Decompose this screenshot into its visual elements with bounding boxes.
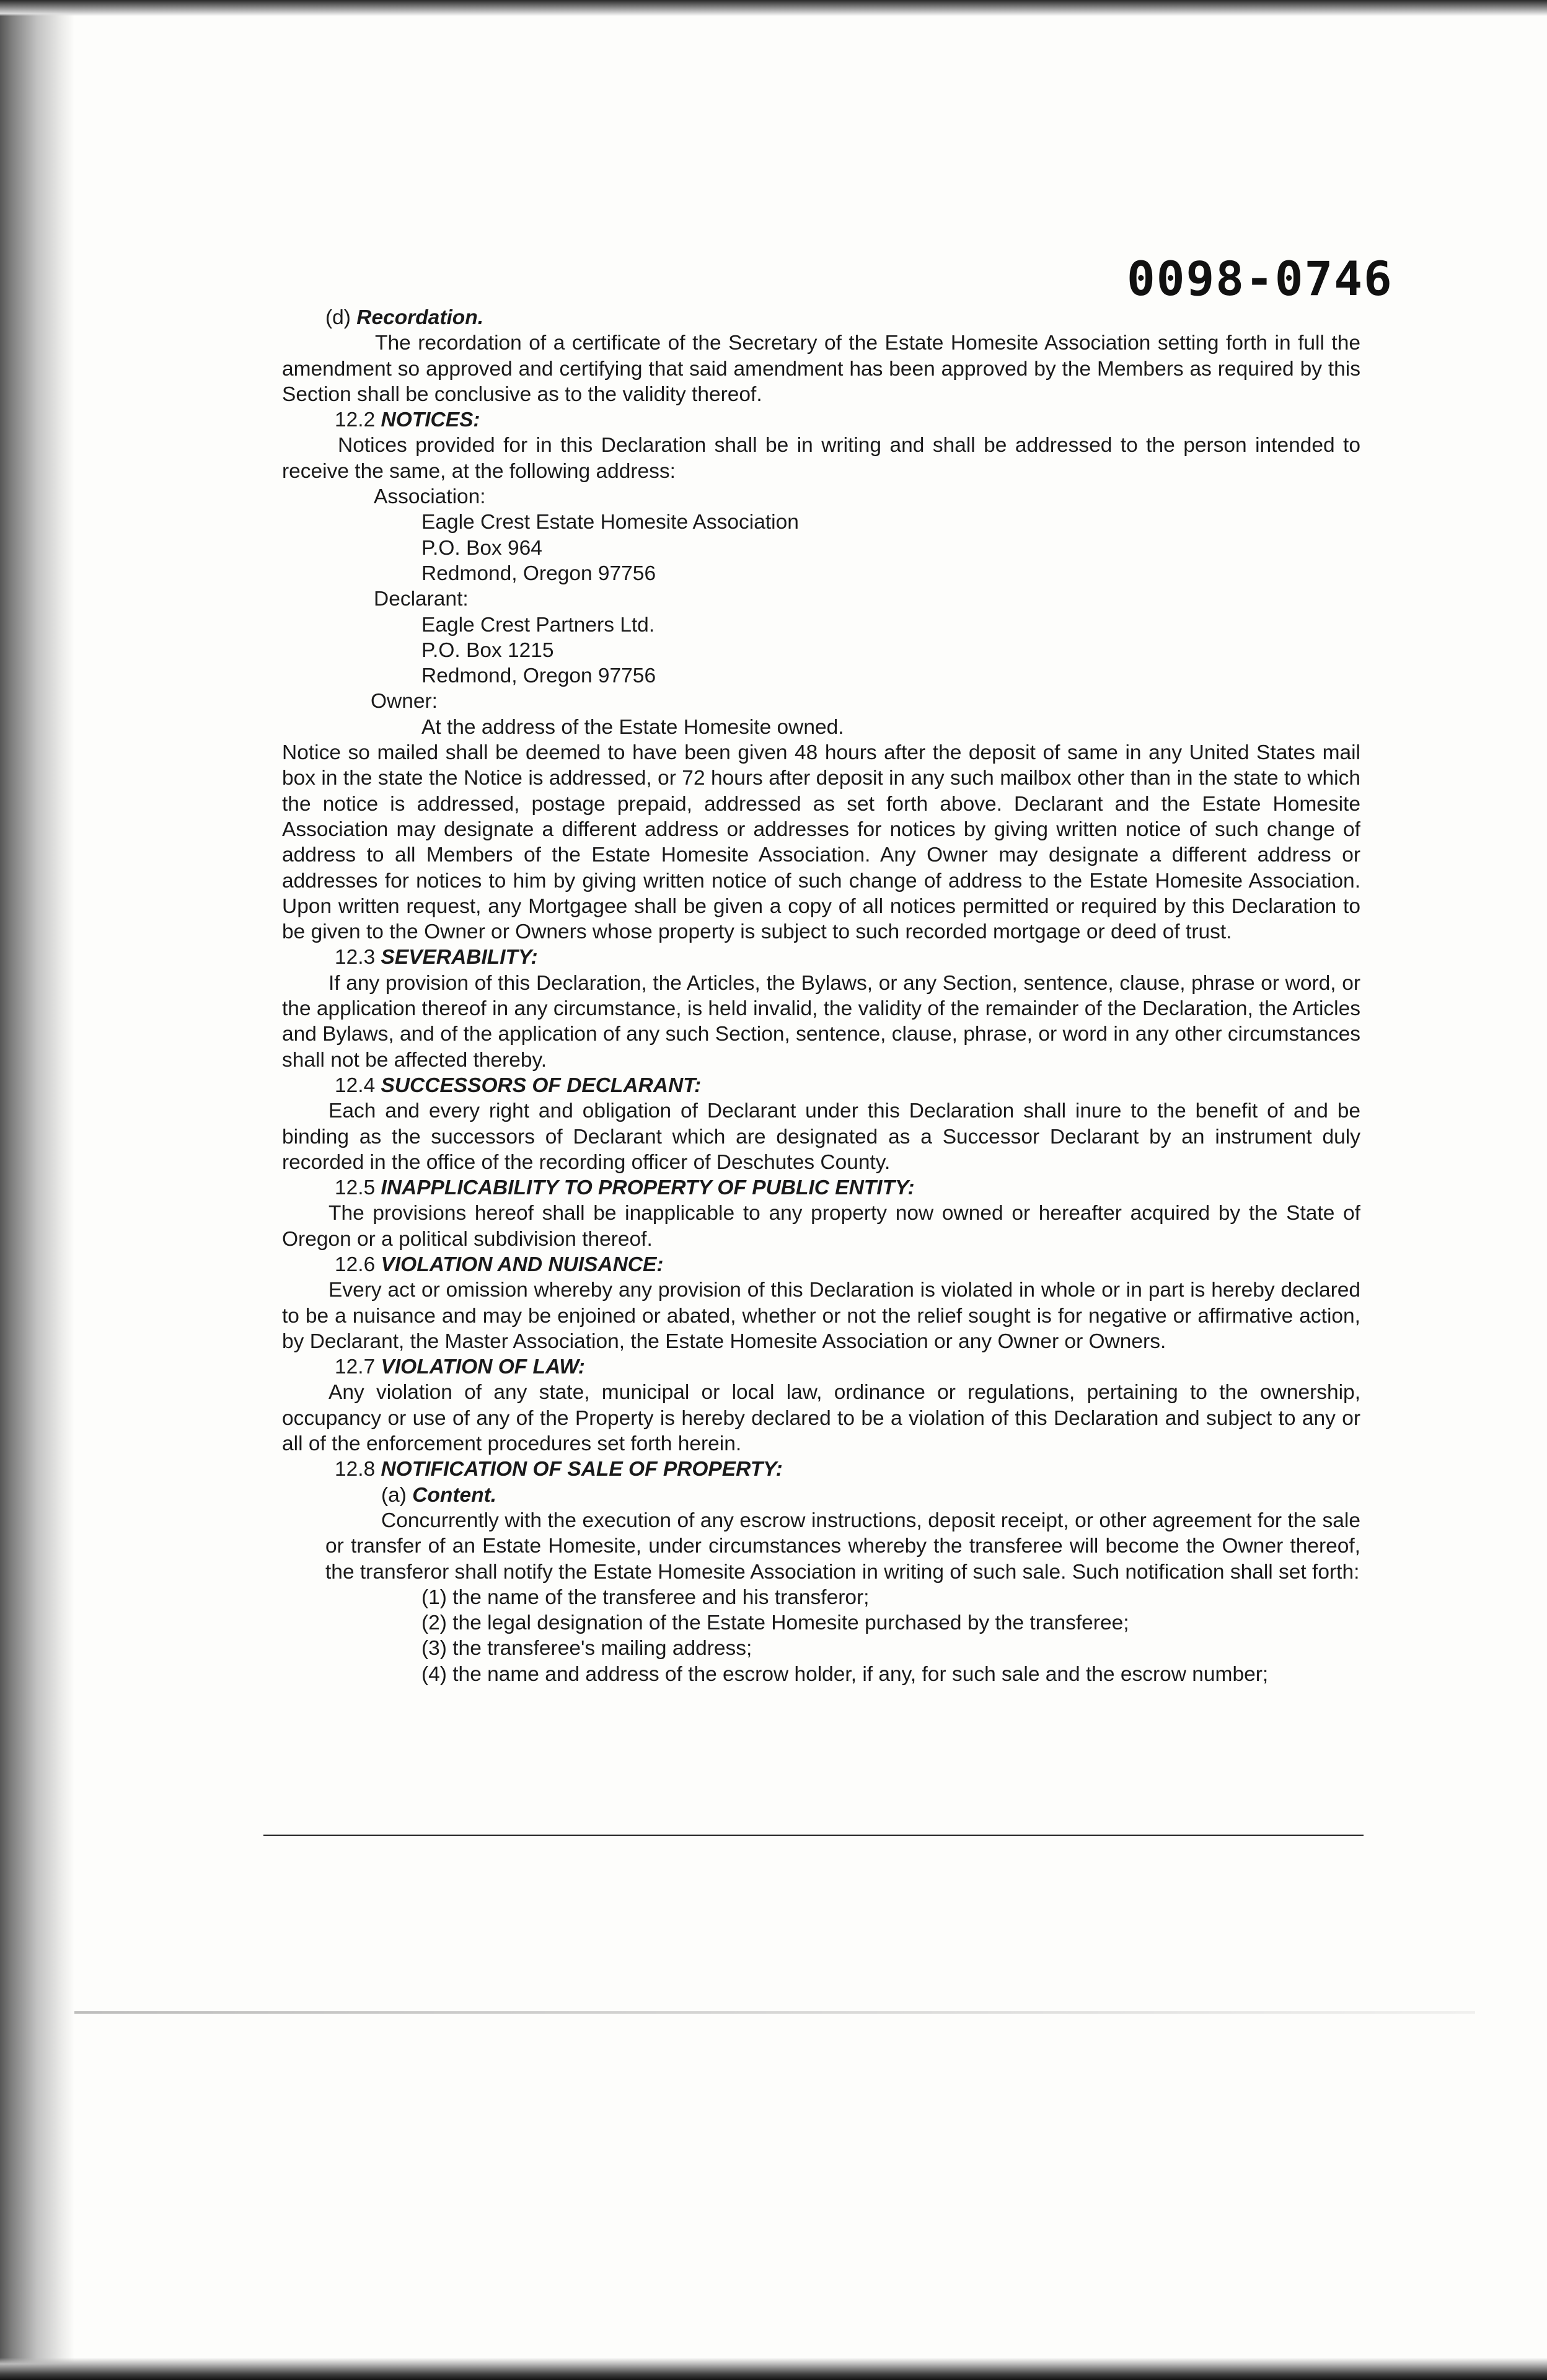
nuisance-text: Every act or omission whereby any provision of this Declaration is violated in whole or in part is hereby declared to be a nuisance and may be enjoined or abated, whether or not the relief sought is for negative or affirmative action, by Declarant, the Master Association, the Estate Homesite Association or any Owner or Owners. xyxy=(282,1279,1360,1353)
document-body xyxy=(282,305,1360,1687)
section-violation-nuisance xyxy=(282,1252,1360,1354)
section-severability xyxy=(282,945,1360,1072)
owner-label: Owner: xyxy=(371,690,438,713)
association-line-1: Eagle Crest Estate Homesite Association xyxy=(421,511,799,534)
association-line-2: P.O. Box 964 xyxy=(421,536,542,560)
section-recordation xyxy=(282,305,1360,407)
inapplicability-text: The provisions hereof shall be inapplicable to any property now owned or hereafter acquired by the State of Oregon or a political subdivision thereof. xyxy=(282,1202,1360,1251)
section-violation-law xyxy=(282,1354,1360,1457)
successors-text: Each and every right and obligation of Declarant under this Declaration shall inure to the benefit of and be binding as the successors of Declarant which are designated as a Successor Declarant by an instrument duly recorded in the office of the recording officer of Deschutes County. xyxy=(282,1100,1360,1174)
severability-heading: 12.3 SEVERABILITY: xyxy=(335,946,538,969)
declarant-label: Declarant: xyxy=(374,588,469,611)
notices-heading: 12.2 NOTICES: xyxy=(335,408,480,432)
page-end-rule xyxy=(263,1835,1364,1836)
notices-body: Notice so mailed shall be deemed to have been given 48 hours after the deposit of same in any United States mail box in the state the Notice is addressed, or 72 hours after deposit in any such mailbox other than in the state to which the notice is addressed, postage prepaid, addressed as set forth above. Declarant and the Estate Homesite Association may designate a different address or addresses for notices by giving written notice of such change of address to all Members of the Estate Homesite Association. Any Owner may designate a different address or addresses for notices to him by giving written notice of such change of address to the Estate Homesite Association. Upon written request, any Mortgagee shall be given a copy of all notices permitted or required by this Declaration to be given to the Owner or Owners whose property is subject to such recorded mortgage or deed of trust. xyxy=(282,741,1360,944)
section-notification-of-sale xyxy=(282,1457,1360,1687)
violation-law-heading: 12.7 VIOLATION OF LAW: xyxy=(335,1355,585,1379)
content-heading: (a) Content. xyxy=(381,1483,497,1507)
scan-edge-left xyxy=(0,0,74,2380)
sale-item-2: (2) the legal designation of the Estate Homesite purchased by the transferee; xyxy=(421,1611,1129,1635)
inapplicability-heading: 12.5 INAPPLICABILITY TO PROPERTY OF PUBLIC ENTITY: xyxy=(335,1176,915,1200)
scan-edge-bottom xyxy=(0,2358,1547,2380)
association-line-3: Redmond, Oregon 97756 xyxy=(421,562,656,585)
section-successors xyxy=(282,1073,1360,1175)
sale-item-4: (4) the name and address of the escrow holder, if any, for such sale and the escrow number; xyxy=(421,1662,1269,1686)
violation-law-text: Any violation of any state, municipal or local law, ordinance or regulations, pertaining to the ownership, occupancy or use of any of the Property is hereby declared to be a violation of this Declaration and subject to any or all of the enforcement procedures set forth herein. xyxy=(282,1381,1360,1456)
owner-line: At the address of the Estate Homesite owned. xyxy=(421,715,844,739)
scan-fold-line xyxy=(74,2011,1475,2014)
association-label: Association: xyxy=(374,485,486,509)
notification-heading: 12.8 NOTIFICATION OF SALE OF PROPERTY: xyxy=(335,1458,783,1481)
nuisance-heading: 12.6 VIOLATION AND NUISANCE: xyxy=(335,1253,664,1276)
content-text: Concurrently with the execution of any escrow instructions, deposit receipt, or other agreement for the sale or transfer of an Estate Homesite, under circumstances whereby the transferee will become the Owner thereof, the transferor shall notify the Estate Homesite Association in writing of such sale. Such notification shall set forth: xyxy=(325,1509,1360,1584)
recordation-text: The recordation of a certificate of the Secretary of the Estate Homesite Association setting forth in full the amendment so approved and certifying that said amendment has been approved by the Members as required by this Section shall be conclusive as to the validity thereof. xyxy=(282,332,1360,406)
recordation-heading: (d) Recordation. xyxy=(325,306,484,329)
sale-item-1: (1) the name of the transferee and his transferor; xyxy=(421,1585,870,1609)
sale-item-3: (3) the transferee's mailing address; xyxy=(421,1637,752,1660)
declarant-line-3: Redmond, Oregon 97756 xyxy=(421,664,656,688)
section-inapplicability xyxy=(282,1175,1360,1252)
section-notices xyxy=(282,407,1360,945)
declarant-line-1: Eagle Crest Partners Ltd. xyxy=(421,613,655,637)
severability-text: If any provision of this Declaration, the Articles, the Bylaws, or any Section, sentence, clause, phrase or word, or the application thereof in any circumstance, is held invalid, the validity of the remainder of the Declaration, the Articles and Bylaws, and of the application of any such Section, sentence, clause, phrase, or word in any other circumstances shall not be affected thereby. xyxy=(282,971,1360,1072)
document-number: 0098-0746 xyxy=(1127,251,1393,306)
declarant-line-2: P.O. Box 1215 xyxy=(421,638,554,662)
successors-heading: 12.4 SUCCESSORS OF DECLARANT: xyxy=(335,1073,702,1097)
scan-edge-top xyxy=(0,0,1547,16)
notices-intro: Notices provided for in this Declaration shall be in writing and shall be addressed to the person intended to receive the same, at the following address: xyxy=(282,434,1360,483)
